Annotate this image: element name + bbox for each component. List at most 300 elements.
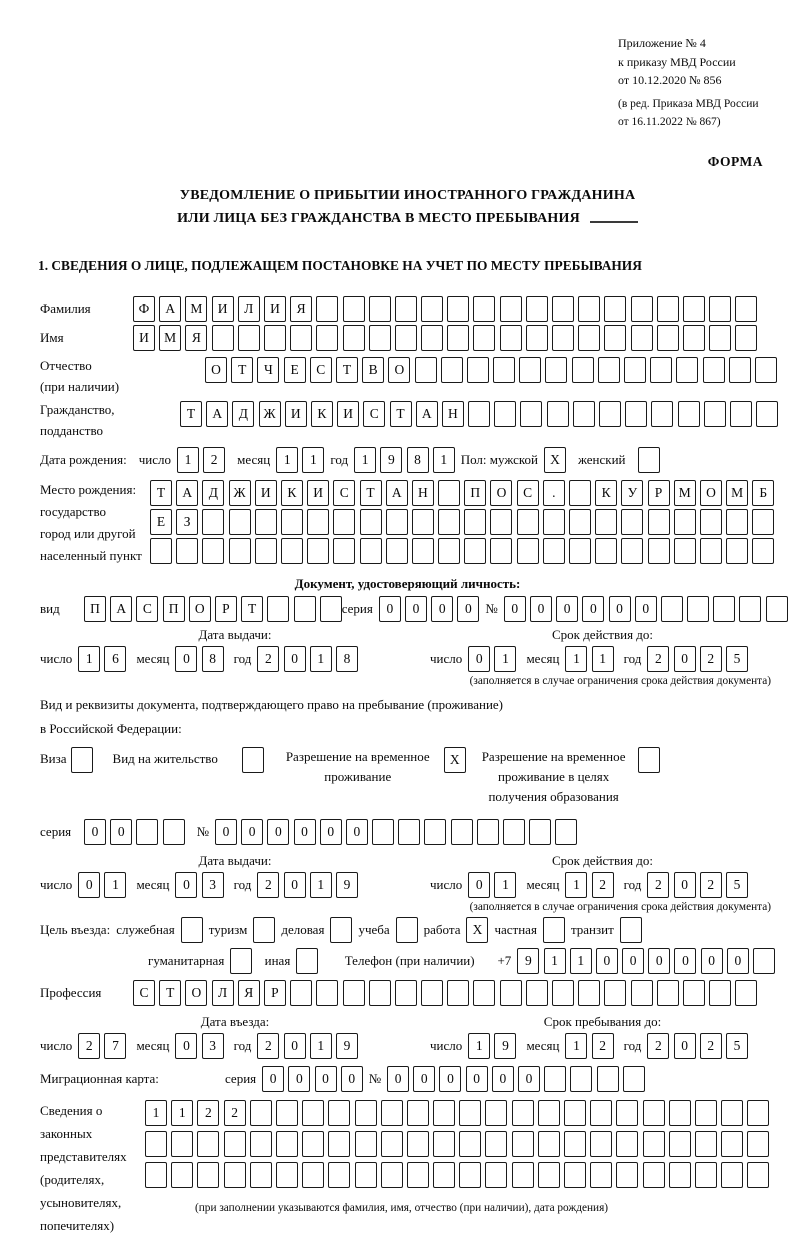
char-cell: 0 <box>294 819 316 845</box>
char-cell <box>316 980 338 1006</box>
char-cell: . <box>543 480 565 506</box>
char-cell <box>552 296 574 322</box>
char-cell: 8 <box>336 646 358 672</box>
char-cell <box>643 1100 665 1126</box>
char-cell <box>604 980 626 1006</box>
char-cell <box>621 538 643 564</box>
char-cell <box>490 509 512 535</box>
char-cell <box>212 325 234 351</box>
char-cell <box>276 1131 298 1157</box>
char-cell: 1 <box>78 646 100 672</box>
char-cell <box>477 819 499 845</box>
profession-cells <box>133 980 757 1006</box>
representatives-label: Сведения о <box>40 1102 103 1118</box>
doc-series-cells <box>379 596 480 622</box>
form-title <box>40 184 775 230</box>
char-cell <box>709 980 731 1006</box>
char-cell: 1 <box>565 646 587 672</box>
form-title-line2: ИЛИ ЛИЦА БЕЗ ГРАЖДАНСТВА В МЕСТО ПРЕБЫВАНИЯ <box>177 210 580 226</box>
char-cell <box>657 296 679 322</box>
char-cell <box>564 1162 586 1188</box>
rvp-series-label: серия <box>40 823 72 839</box>
char-cell: С <box>517 480 539 506</box>
char-cell <box>674 538 696 564</box>
year-label: год <box>330 451 349 467</box>
char-cell <box>369 980 391 1006</box>
char-cell <box>555 819 577 845</box>
purpose-humanitarian-checkbox <box>230 948 252 974</box>
char-cell: 0 <box>466 1066 488 1092</box>
char-cell <box>735 325 757 351</box>
char-cell <box>398 819 420 845</box>
char-cell: А <box>176 480 198 506</box>
birthplace-label-2: государство <box>40 503 106 519</box>
char-cell: Л <box>212 980 234 1006</box>
char-cell: З <box>176 509 198 535</box>
char-cell <box>250 1100 272 1126</box>
char-cell: 0 <box>674 646 696 672</box>
char-cell: 0 <box>284 1033 306 1059</box>
profession-label: Профессия <box>40 984 102 1000</box>
char-cell <box>145 1162 167 1188</box>
char-cell <box>197 1131 219 1157</box>
appendix-line: от 10.12.2020 № 856 <box>618 73 722 87</box>
char-cell: 0 <box>320 819 342 845</box>
char-cell <box>676 357 698 383</box>
char-cell: 1 <box>592 646 614 672</box>
char-cell <box>360 509 382 535</box>
residence-doc-text: Вид и реквизиты документа, подтверждающего право на пребывание (проживание) <box>40 696 504 712</box>
month-label: месяц <box>136 1037 170 1053</box>
char-cell <box>766 596 788 622</box>
representatives-label-3: представителях <box>40 1148 127 1164</box>
char-cell: 5 <box>726 1033 748 1059</box>
char-cell: 0 <box>518 1066 540 1092</box>
doc-expiry-day-cells <box>468 646 516 672</box>
month-label: месяц <box>136 876 170 892</box>
char-cell: 0 <box>387 1066 409 1092</box>
stay-month-cells <box>565 1033 613 1059</box>
char-cell <box>328 1162 350 1188</box>
char-cell: Р <box>648 480 670 506</box>
residence-permit-label: Вид на жительство <box>112 750 218 766</box>
char-cell <box>687 596 709 622</box>
char-cell <box>700 509 722 535</box>
char-cell <box>421 296 443 322</box>
char-cell <box>735 296 757 322</box>
char-cell: 6 <box>104 646 126 672</box>
char-cell <box>396 917 418 943</box>
char-cell: К <box>311 401 333 427</box>
char-cell <box>459 1131 481 1157</box>
char-cell <box>302 1100 324 1126</box>
rvp-expiry-day-cells <box>468 872 516 898</box>
char-cell: X <box>444 747 466 773</box>
char-cell <box>433 1100 455 1126</box>
char-cell <box>503 819 525 845</box>
char-cell: Ж <box>229 480 251 506</box>
stay-until-heading: Срок пребывания до: <box>543 1013 662 1029</box>
char-cell: 2 <box>592 1033 614 1059</box>
char-cell: М <box>185 296 207 322</box>
doc-expiry-heading: Срок действия до: <box>551 626 654 642</box>
char-cell: 9 <box>336 1033 358 1059</box>
char-cell <box>650 357 672 383</box>
birth-month-cells <box>276 447 324 473</box>
char-cell <box>578 980 600 1006</box>
char-cell: 9 <box>380 447 402 473</box>
char-cell <box>572 357 594 383</box>
purpose-work-checkbox <box>466 917 488 943</box>
char-cell: 0 <box>468 646 490 672</box>
sex-male-checkbox <box>544 447 566 473</box>
char-cell <box>255 509 277 535</box>
char-cell <box>494 401 516 427</box>
month-label: месяц <box>237 451 271 467</box>
char-cell <box>181 917 203 943</box>
char-cell <box>467 357 489 383</box>
char-cell <box>657 980 679 1006</box>
birthplace-cells-row2 <box>150 509 774 535</box>
char-cell: 1 <box>104 872 126 898</box>
rvp-number-label: № <box>196 823 209 839</box>
char-cell <box>500 325 522 351</box>
char-cell <box>372 819 394 845</box>
char-cell <box>512 1100 534 1126</box>
char-cell <box>441 357 463 383</box>
char-cell: 0 <box>110 819 132 845</box>
char-cell <box>726 509 748 535</box>
year-label: год <box>233 1037 252 1053</box>
rvp-series-cells <box>84 819 185 845</box>
char-cell: Т <box>159 980 181 1006</box>
rvp-expiry-month-cells <box>565 872 613 898</box>
citizenship-cells <box>180 399 778 427</box>
char-cell <box>229 538 251 564</box>
char-cell: Я <box>238 980 260 1006</box>
char-cell: П <box>163 596 185 622</box>
char-cell: Т <box>231 357 253 383</box>
char-cell <box>421 980 443 1006</box>
char-cell <box>229 509 251 535</box>
char-cell <box>730 401 752 427</box>
char-cell: 2 <box>647 646 669 672</box>
char-cell: 0 <box>727 948 749 974</box>
char-cell <box>683 296 705 322</box>
char-cell <box>281 509 303 535</box>
stay-day-cells <box>468 1033 516 1059</box>
char-cell <box>752 538 774 564</box>
char-cell <box>564 1131 586 1157</box>
char-cell <box>202 538 224 564</box>
char-cell <box>369 325 391 351</box>
temp-residence-edu-label-3: получения образования <box>488 788 619 804</box>
purpose-option-business: деловая <box>281 921 325 937</box>
char-cell <box>678 401 700 427</box>
char-cell <box>424 819 446 845</box>
char-cell <box>544 1066 566 1092</box>
char-cell <box>578 296 600 322</box>
purpose-business-checkbox <box>330 917 352 943</box>
char-cell: 1 <box>494 646 516 672</box>
char-cell: Т <box>180 401 202 427</box>
char-cell <box>753 948 775 974</box>
char-cell: 0 <box>413 1066 435 1092</box>
temp-residence-edu-label-2: проживание в целях <box>497 768 610 784</box>
char-cell: 0 <box>674 948 696 974</box>
char-cell: 0 <box>405 596 427 622</box>
char-cell: 2 <box>224 1100 246 1126</box>
month-label: месяц <box>526 1037 560 1053</box>
char-cell: 0 <box>379 596 401 622</box>
char-cell <box>407 1162 429 1188</box>
doc-series-label: серия <box>341 600 373 616</box>
char-cell <box>735 980 757 1006</box>
char-cell: Т <box>360 480 382 506</box>
char-cell: Т <box>241 596 263 622</box>
sex-female-checkbox <box>638 447 660 473</box>
year-label: год <box>623 650 642 666</box>
doc-number-cells <box>504 596 788 622</box>
appendix-block <box>618 34 775 132</box>
char-cell: Н <box>412 480 434 506</box>
char-cell: 1 <box>494 872 516 898</box>
representatives-label-6: попечителях) <box>40 1217 115 1233</box>
char-cell <box>238 325 260 351</box>
char-cell <box>307 538 329 564</box>
char-cell: 0 <box>341 1066 363 1092</box>
char-cell <box>464 509 486 535</box>
char-cell <box>538 1162 560 1188</box>
char-cell: М <box>159 325 181 351</box>
char-cell: 1 <box>468 1033 490 1059</box>
char-cell <box>695 1131 717 1157</box>
char-cell <box>369 296 391 322</box>
char-cell <box>721 1100 743 1126</box>
char-cell: 0 <box>315 1066 337 1092</box>
birthplace-label-3: город или другой <box>40 525 136 541</box>
char-cell <box>395 296 417 322</box>
purpose-other-checkbox <box>296 948 318 974</box>
char-cell <box>552 980 574 1006</box>
char-cell: Т <box>390 401 412 427</box>
char-cell: 9 <box>336 872 358 898</box>
char-cell <box>264 325 286 351</box>
char-cell <box>468 401 490 427</box>
char-cell: 2 <box>700 646 722 672</box>
char-cell: 2 <box>592 872 614 898</box>
char-cell <box>599 401 621 427</box>
char-cell <box>648 509 670 535</box>
char-cell: 0 <box>175 1033 197 1059</box>
char-cell: 2 <box>647 872 669 898</box>
char-cell <box>294 596 316 622</box>
char-cell <box>683 325 705 351</box>
char-cell <box>638 747 660 773</box>
char-cell: И <box>212 296 234 322</box>
purpose-tourism-checkbox <box>253 917 275 943</box>
char-cell: 0 <box>674 872 696 898</box>
char-cell: 8 <box>407 447 429 473</box>
char-cell <box>709 325 731 351</box>
month-label: месяц <box>526 876 560 892</box>
char-cell: 2 <box>647 1033 669 1059</box>
char-cell <box>250 1162 272 1188</box>
char-cell <box>604 325 626 351</box>
char-cell <box>381 1100 403 1126</box>
char-cell <box>253 917 275 943</box>
char-cell: 1 <box>433 447 455 473</box>
char-cell <box>569 538 591 564</box>
purpose-option-humanitarian: гуманитарная <box>148 952 225 968</box>
edition-line: от 16.11.2022 № 867) <box>618 116 721 128</box>
char-cell: 8 <box>202 646 224 672</box>
char-cell <box>433 1162 455 1188</box>
char-cell: А <box>110 596 132 622</box>
char-cell: 0 <box>609 596 631 622</box>
char-cell <box>669 1100 691 1126</box>
char-cell: О <box>700 480 722 506</box>
char-cell <box>473 325 495 351</box>
char-cell <box>343 980 365 1006</box>
char-cell: 2 <box>700 1033 722 1059</box>
char-cell <box>490 538 512 564</box>
char-cell: 0 <box>457 596 479 622</box>
char-cell <box>328 1100 350 1126</box>
visa-checkbox <box>71 747 93 773</box>
char-cell <box>631 325 653 351</box>
char-cell: О <box>388 357 410 383</box>
year-label: год <box>233 650 252 666</box>
char-cell: И <box>285 401 307 427</box>
birth-year-cells <box>354 447 455 473</box>
char-cell: 0 <box>635 596 657 622</box>
char-cell <box>569 480 591 506</box>
residence-permit-checkbox <box>242 747 264 773</box>
char-cell <box>526 325 548 351</box>
char-cell: К <box>281 480 303 506</box>
char-cell: М <box>674 480 696 506</box>
char-cell: 2 <box>197 1100 219 1126</box>
char-cell <box>224 1162 246 1188</box>
char-cell: К <box>595 480 617 506</box>
char-cell: 0 <box>622 948 644 974</box>
rvp-issue-month-cells <box>175 872 223 898</box>
representatives-label-2: законных <box>40 1125 93 1141</box>
temp-residence-edu-label: Разрешение на временное <box>481 748 626 764</box>
purpose-option-private: частная <box>494 921 537 937</box>
char-cell <box>500 296 522 322</box>
char-cell <box>620 917 642 943</box>
char-cell <box>756 401 778 427</box>
char-cell <box>333 509 355 535</box>
char-cell: 1 <box>544 948 566 974</box>
char-cell <box>360 538 382 564</box>
month-label: месяц <box>526 650 560 666</box>
char-cell <box>755 357 777 383</box>
char-cell <box>438 509 460 535</box>
char-cell <box>747 1162 769 1188</box>
rvp-restriction-note: (заполняется в случае ограничения срока действия документа) <box>469 900 771 913</box>
phone-cells <box>517 948 775 974</box>
char-cell <box>302 1131 324 1157</box>
purpose-option-study: учеба <box>358 921 390 937</box>
char-cell: 9 <box>517 948 539 974</box>
char-cell <box>473 296 495 322</box>
mig-number-label: № <box>368 1070 382 1086</box>
char-cell <box>281 538 303 564</box>
doc-expiry-month-cells <box>565 646 613 672</box>
char-cell <box>459 1162 481 1188</box>
char-cell <box>624 357 646 383</box>
char-cell <box>704 401 726 427</box>
char-cell: 5 <box>726 646 748 672</box>
char-cell <box>447 325 469 351</box>
char-cell: 0 <box>596 948 618 974</box>
mig-series-label: серия <box>225 1070 257 1086</box>
rvp-expiry-heading: Срок действия до: <box>551 852 654 868</box>
stay-year-cells <box>647 1033 748 1059</box>
char-cell: 1 <box>177 447 199 473</box>
patronymic-label: Отчество <box>40 357 92 373</box>
doc-issue-heading: Дата выдачи: <box>198 626 272 642</box>
char-cell <box>459 1100 481 1126</box>
char-cell <box>438 538 460 564</box>
char-cell <box>381 1131 403 1157</box>
char-cell: 1 <box>276 447 298 473</box>
char-cell <box>616 1100 638 1126</box>
char-cell <box>171 1131 193 1157</box>
year-label: год <box>623 1037 642 1053</box>
char-cell: С <box>333 480 355 506</box>
char-cell: Е <box>150 509 172 535</box>
purpose-private-checkbox <box>543 917 565 943</box>
char-cell <box>683 980 705 1006</box>
birthdate-label: Дата рождения: <box>40 451 127 467</box>
year-label: год <box>233 876 252 892</box>
identity-doc-heading: Документ, удостоверяющий личность: <box>294 575 521 591</box>
day-label: число <box>138 451 171 467</box>
entry-date-heading: Дата въезда: <box>200 1013 270 1029</box>
char-cell: Ж <box>259 401 281 427</box>
char-cell <box>276 1162 298 1188</box>
char-cell: 0 <box>504 596 526 622</box>
char-cell <box>330 917 352 943</box>
char-cell: О <box>205 357 227 383</box>
birthplace-cells-row1 <box>150 480 774 506</box>
char-cell: И <box>337 401 359 427</box>
day-label: число <box>40 1037 73 1053</box>
char-cell <box>395 325 417 351</box>
char-cell: А <box>416 401 438 427</box>
char-cell: 0 <box>215 819 237 845</box>
char-cell: 0 <box>582 596 604 622</box>
char-cell <box>333 538 355 564</box>
doc-issue-year-cells <box>257 646 358 672</box>
name-label: Имя <box>40 329 64 345</box>
char-cell <box>573 401 595 427</box>
surname-label: Фамилия <box>40 300 91 316</box>
birthplace-label: Место рождения: <box>40 481 137 497</box>
char-cell: А <box>206 401 228 427</box>
purpose-option-tourism: туризм <box>208 921 248 937</box>
form-title-line1: УВЕДОМЛЕНИЕ О ПРИБЫТИИ ИНОСТРАННОГО ГРАЖДАНИНА <box>179 187 636 203</box>
char-cell: X <box>466 917 488 943</box>
citizenship-label-2: подданство <box>40 423 104 438</box>
char-cell: 1 <box>310 1033 332 1059</box>
char-cell: А <box>159 296 181 322</box>
char-cell <box>526 296 548 322</box>
